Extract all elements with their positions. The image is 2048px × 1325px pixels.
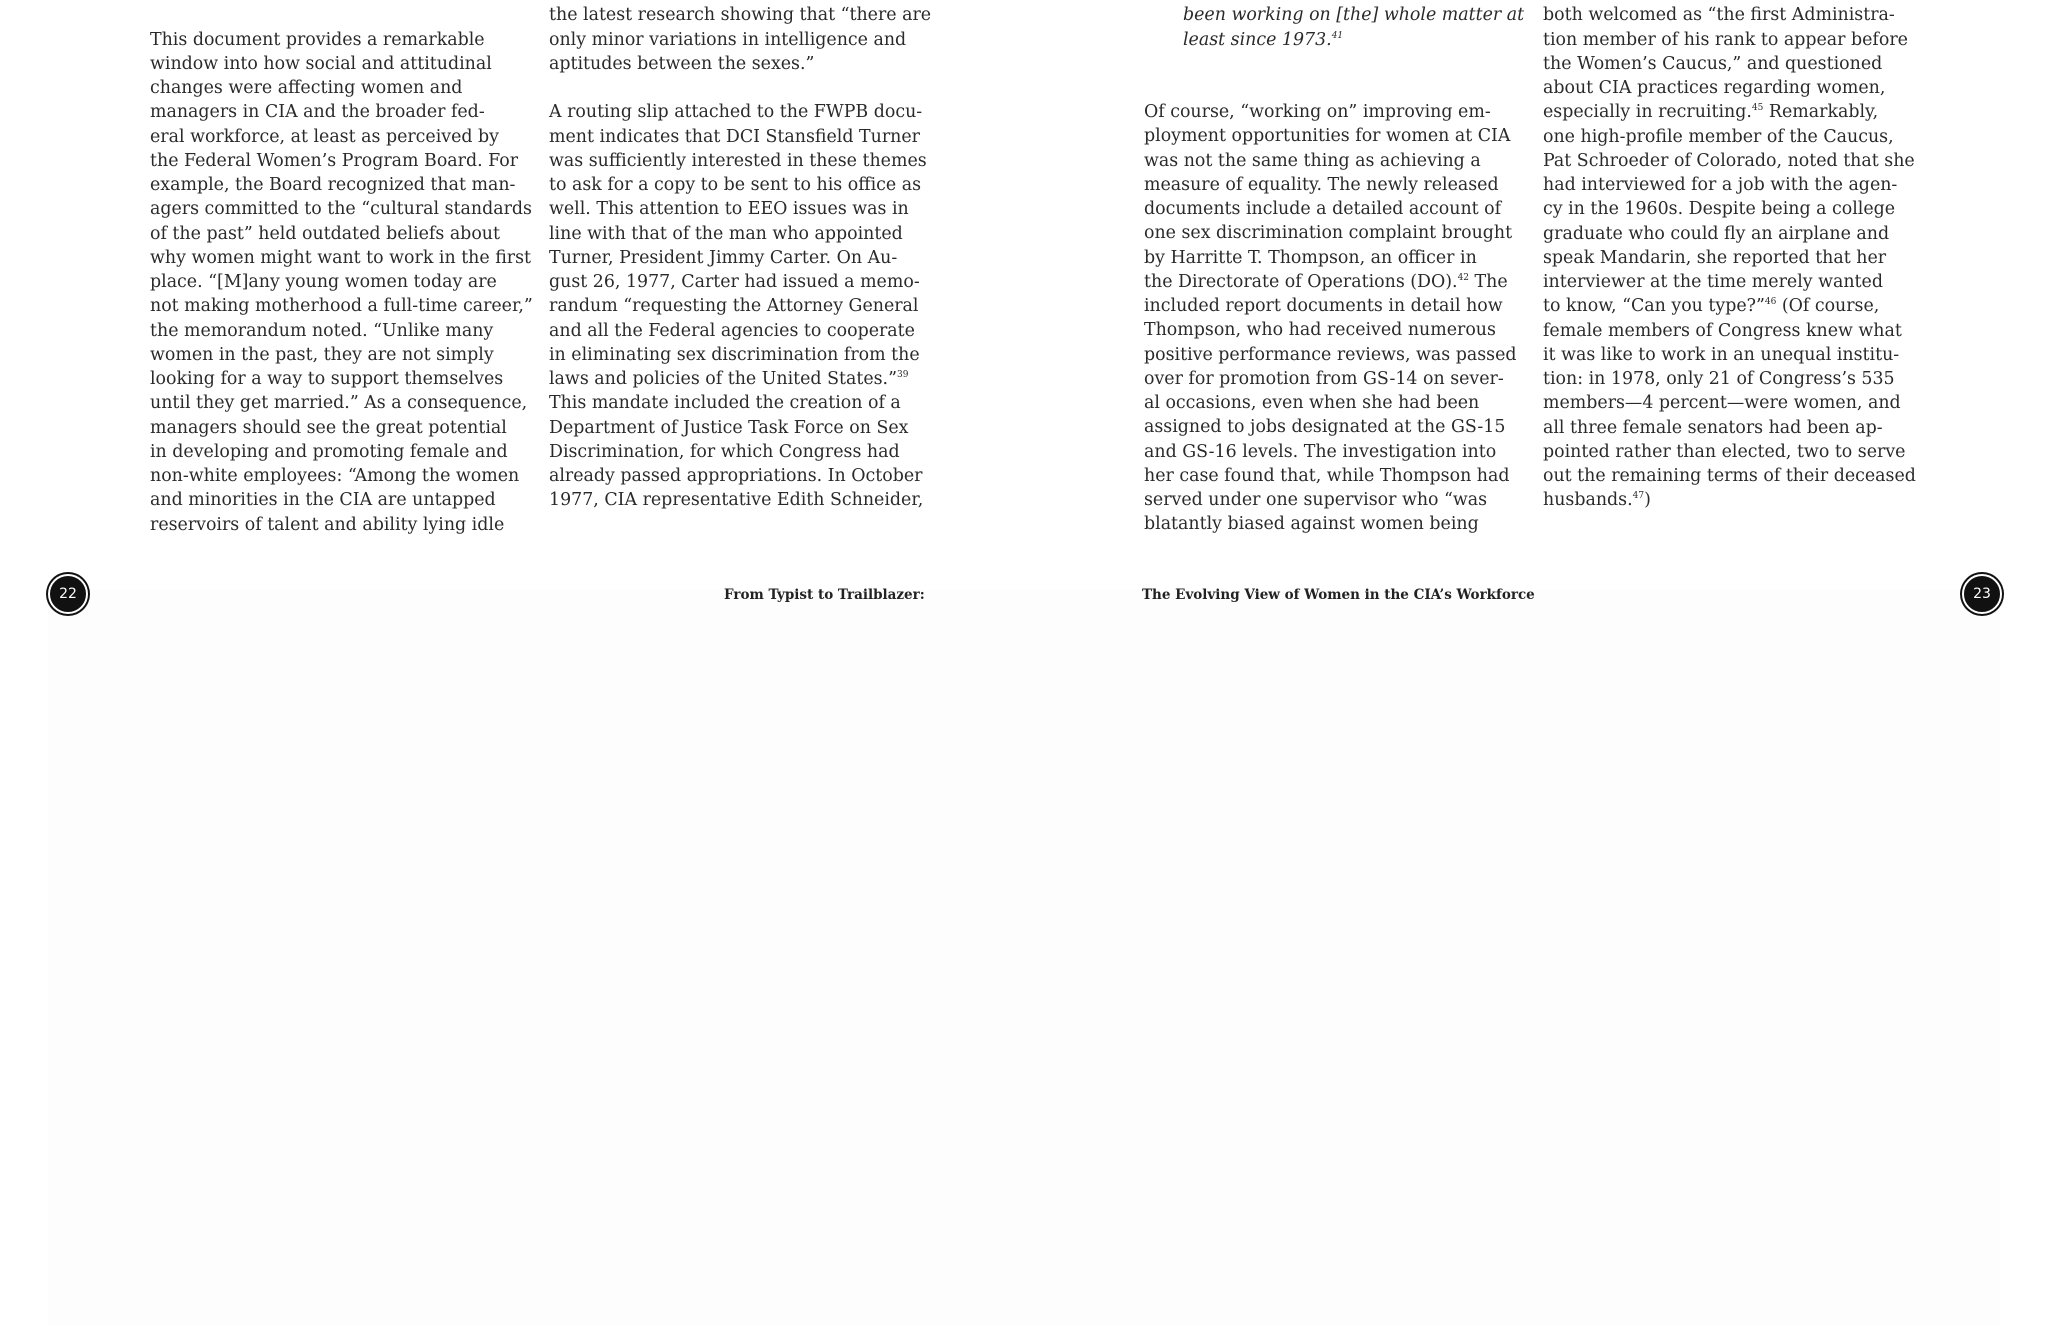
footnote-ref[interactable]: 41 <box>1331 30 1344 41</box>
text-line <box>1543 294 1903 318</box>
footnote-ref[interactable]: 46 <box>1764 297 1777 308</box>
text-line: not making motherhood a full-time career,” <box>150 296 533 317</box>
text-line: included report documents in detail how <box>1144 296 1503 316</box>
text-line: Discrimination, for which Congress had <box>549 441 900 462</box>
text-segment: husbands. <box>1543 490 1633 511</box>
text-line: and minorities in the CIA are untapped <box>150 490 496 511</box>
text-line: her case found that, while Thompson had <box>1144 465 1510 486</box>
text-segment: (Of course, <box>1776 296 1880 317</box>
text-line: members—4 percent—were women, and <box>1543 393 1901 414</box>
text-line <box>1183 28 1524 52</box>
text-segment: laws and policies of the United States.” <box>549 369 897 389</box>
text-line: non-white employees: “Among the women <box>150 466 520 486</box>
text-line <box>549 367 909 391</box>
text-segment: especially in recruiting. <box>1543 102 1752 123</box>
text-line: assigned to jobs designated at the GS-15 <box>1144 417 1506 438</box>
text-line: in eliminating sex discrimination from the <box>549 344 920 365</box>
text-line: in developing and promoting female and <box>150 441 508 462</box>
text-line: eral workforce, at least as perceived by <box>150 126 500 147</box>
text-line: and all the Federal agencies to cooperate <box>549 320 915 341</box>
text-segment: to know, “Can you type?” <box>1543 296 1765 317</box>
text-line: the Federal Women’s Program Board. For <box>150 150 519 171</box>
right-page-column-2 <box>1543 0 1916 513</box>
right-page-column-1 <box>1144 100 1517 537</box>
text-line: all three female senators had been ap- <box>1543 417 1883 438</box>
footnote-ref[interactable]: 47 <box>1632 491 1645 502</box>
text-line: Thompson, who had received numerous <box>1144 320 1496 341</box>
text-line: Turner, President Jimmy Carter. On Au- <box>549 247 898 268</box>
text-line: looking for a way to support themselves <box>150 369 504 389</box>
footnote-ref[interactable]: 39 <box>896 370 909 380</box>
text-line: tion: in 1978, only 21 of Congress’s 535 <box>1543 369 1895 389</box>
text-line: cy in the 1960s. Despite being a college <box>1543 199 1896 220</box>
footnote-ref[interactable]: 45 <box>1751 103 1764 114</box>
page-background <box>48 590 2000 1325</box>
text-line: Pat Schroeder of Colorado, noted that she <box>1543 150 1915 171</box>
text-line: al occasions, even when she had been <box>1144 393 1480 413</box>
text-line: ployment opportunities for women at CIA <box>1144 126 1511 147</box>
text-line: served under one supervisor who “was <box>1144 490 1488 510</box>
left-page-column-1 <box>150 0 533 537</box>
text-line: This mandate included the creation of a <box>549 393 901 414</box>
text-line: it was like to work in an unequal institu- <box>1543 344 1900 365</box>
text-line: was not the same thing as achieving a <box>1144 150 1481 171</box>
text-line: A routing slip attached to the FWPB docu- <box>549 102 923 123</box>
text-line: Of course, “working on” improving em- <box>1144 102 1491 122</box>
text-line: women in the past, they are not simply <box>150 344 494 365</box>
text-line: pointed rather than elected, two to serve <box>1543 441 1906 462</box>
text-line: about CIA practices regarding women, <box>1543 78 1886 98</box>
text-line: female members of Congress knew what <box>1543 320 1902 341</box>
text-line: to ask for a copy to be sent to his office as <box>549 175 921 195</box>
text-line: the Women’s Caucus,” and questioned <box>1543 53 1883 74</box>
text-line: the memorandum noted. “Unlike many <box>150 320 494 341</box>
text-line: window into how social and attitudinal <box>150 53 492 74</box>
text-line: out the remaining terms of their deceased <box>1543 466 1916 486</box>
text-line: graduate who could fly an airplane and <box>1543 223 1890 244</box>
block-quote <box>1183 0 1524 52</box>
text-line: over for promotion from GS-14 on sever- <box>1144 368 1504 389</box>
text-line: documents include a detailed account of <box>1144 199 1502 219</box>
text-line: blatantly biased against women being <box>1144 514 1479 535</box>
text-line <box>1144 270 1508 294</box>
text-line: well. This attention to EEO issues was in <box>549 199 909 220</box>
text-line: line with that of the man who appointed <box>549 223 903 244</box>
text-line: reservoirs of talent and ability lying idle <box>150 514 505 535</box>
text-line: agers committed to the “cultural standards <box>150 199 532 220</box>
running-head-left: From Typist to Trailblazer: <box>724 587 925 603</box>
text-line: aptitudes between the sexes.” <box>549 53 815 74</box>
text-line: 1977, CIA representative Edith Schneider, <box>549 490 924 511</box>
text-line: measure of equality. The newly released <box>1144 174 1499 195</box>
text-line: speak Mandarin, she reported that her <box>1543 247 1887 268</box>
text-line: example, the Board recognized that man- <box>150 175 516 195</box>
text-line: ment indicates that DCI Stansfield Turner <box>549 126 920 147</box>
text-line: one high-profile member of the Caucus, <box>1543 126 1894 147</box>
text-line: one sex discrimination complaint brought <box>1144 223 1513 244</box>
text-line: tion member of his rank to appear before <box>1543 29 1908 50</box>
text-segment: ) <box>1644 490 1651 511</box>
page-number-right: 23 <box>1962 574 2002 614</box>
text-line: until they get married.” As a consequence, <box>150 393 528 414</box>
text-line: managers in CIA and the broader fed- <box>150 102 485 123</box>
text-line: This document provides a remarkable <box>150 29 485 50</box>
text-line: been working on [the] whole matter at <box>1183 5 1525 26</box>
text-line: both welcomed as “the first Administra- <box>1543 5 1895 26</box>
paragraph-gap <box>150 3 510 27</box>
text-line: already passed appropriations. In October <box>549 466 923 486</box>
text-line: changes were affecting women and <box>150 78 463 98</box>
left-page-column-2 <box>549 0 932 513</box>
text-line: positive performance reviews, was passed <box>1144 344 1517 365</box>
text-line: only minor variations in intelligence and <box>549 29 907 50</box>
text-line: had interviewed for a job with the agen- <box>1543 175 1898 195</box>
text-line: the latest research showing that “there are <box>549 5 932 26</box>
text-line <box>1543 488 1903 512</box>
text-line <box>1543 100 1903 124</box>
text-line: was sufficiently interested in these themes <box>549 150 927 171</box>
paragraph-gap <box>549 76 909 100</box>
text-line: of the past” held outdated beliefs about <box>150 223 500 244</box>
text-segment: the Directorate of Operations (DO). <box>1144 271 1458 292</box>
text-line: gust 26, 1977, Carter had issued a memo- <box>549 272 920 292</box>
text-segment: Remarkably, <box>1763 102 1879 123</box>
text-line: managers should see the great potential <box>150 417 507 438</box>
text-segment: The <box>1469 271 1508 292</box>
text-line: by Harritte T. Thompson, an officer in <box>1144 247 1477 268</box>
text-line: place. “[M]any young women today are <box>150 272 497 292</box>
text-line: why women might want to work in the first <box>150 247 532 268</box>
text-line: Department of Justice Task Force on Sex <box>549 417 909 438</box>
text-line: randum “requesting the Attorney General <box>549 296 919 317</box>
running-head-right: The Evolving View of Women in the CIA’s Workforce <box>1142 587 1535 603</box>
text-line: interviewer at the time merely wanted <box>1543 272 1883 292</box>
text-line: and GS-16 levels. The investigation into <box>1144 441 1497 462</box>
footnote-ref[interactable]: 42 <box>1457 272 1470 283</box>
page-number-left: 22 <box>48 574 88 614</box>
text-segment: least since 1973. <box>1183 29 1332 50</box>
